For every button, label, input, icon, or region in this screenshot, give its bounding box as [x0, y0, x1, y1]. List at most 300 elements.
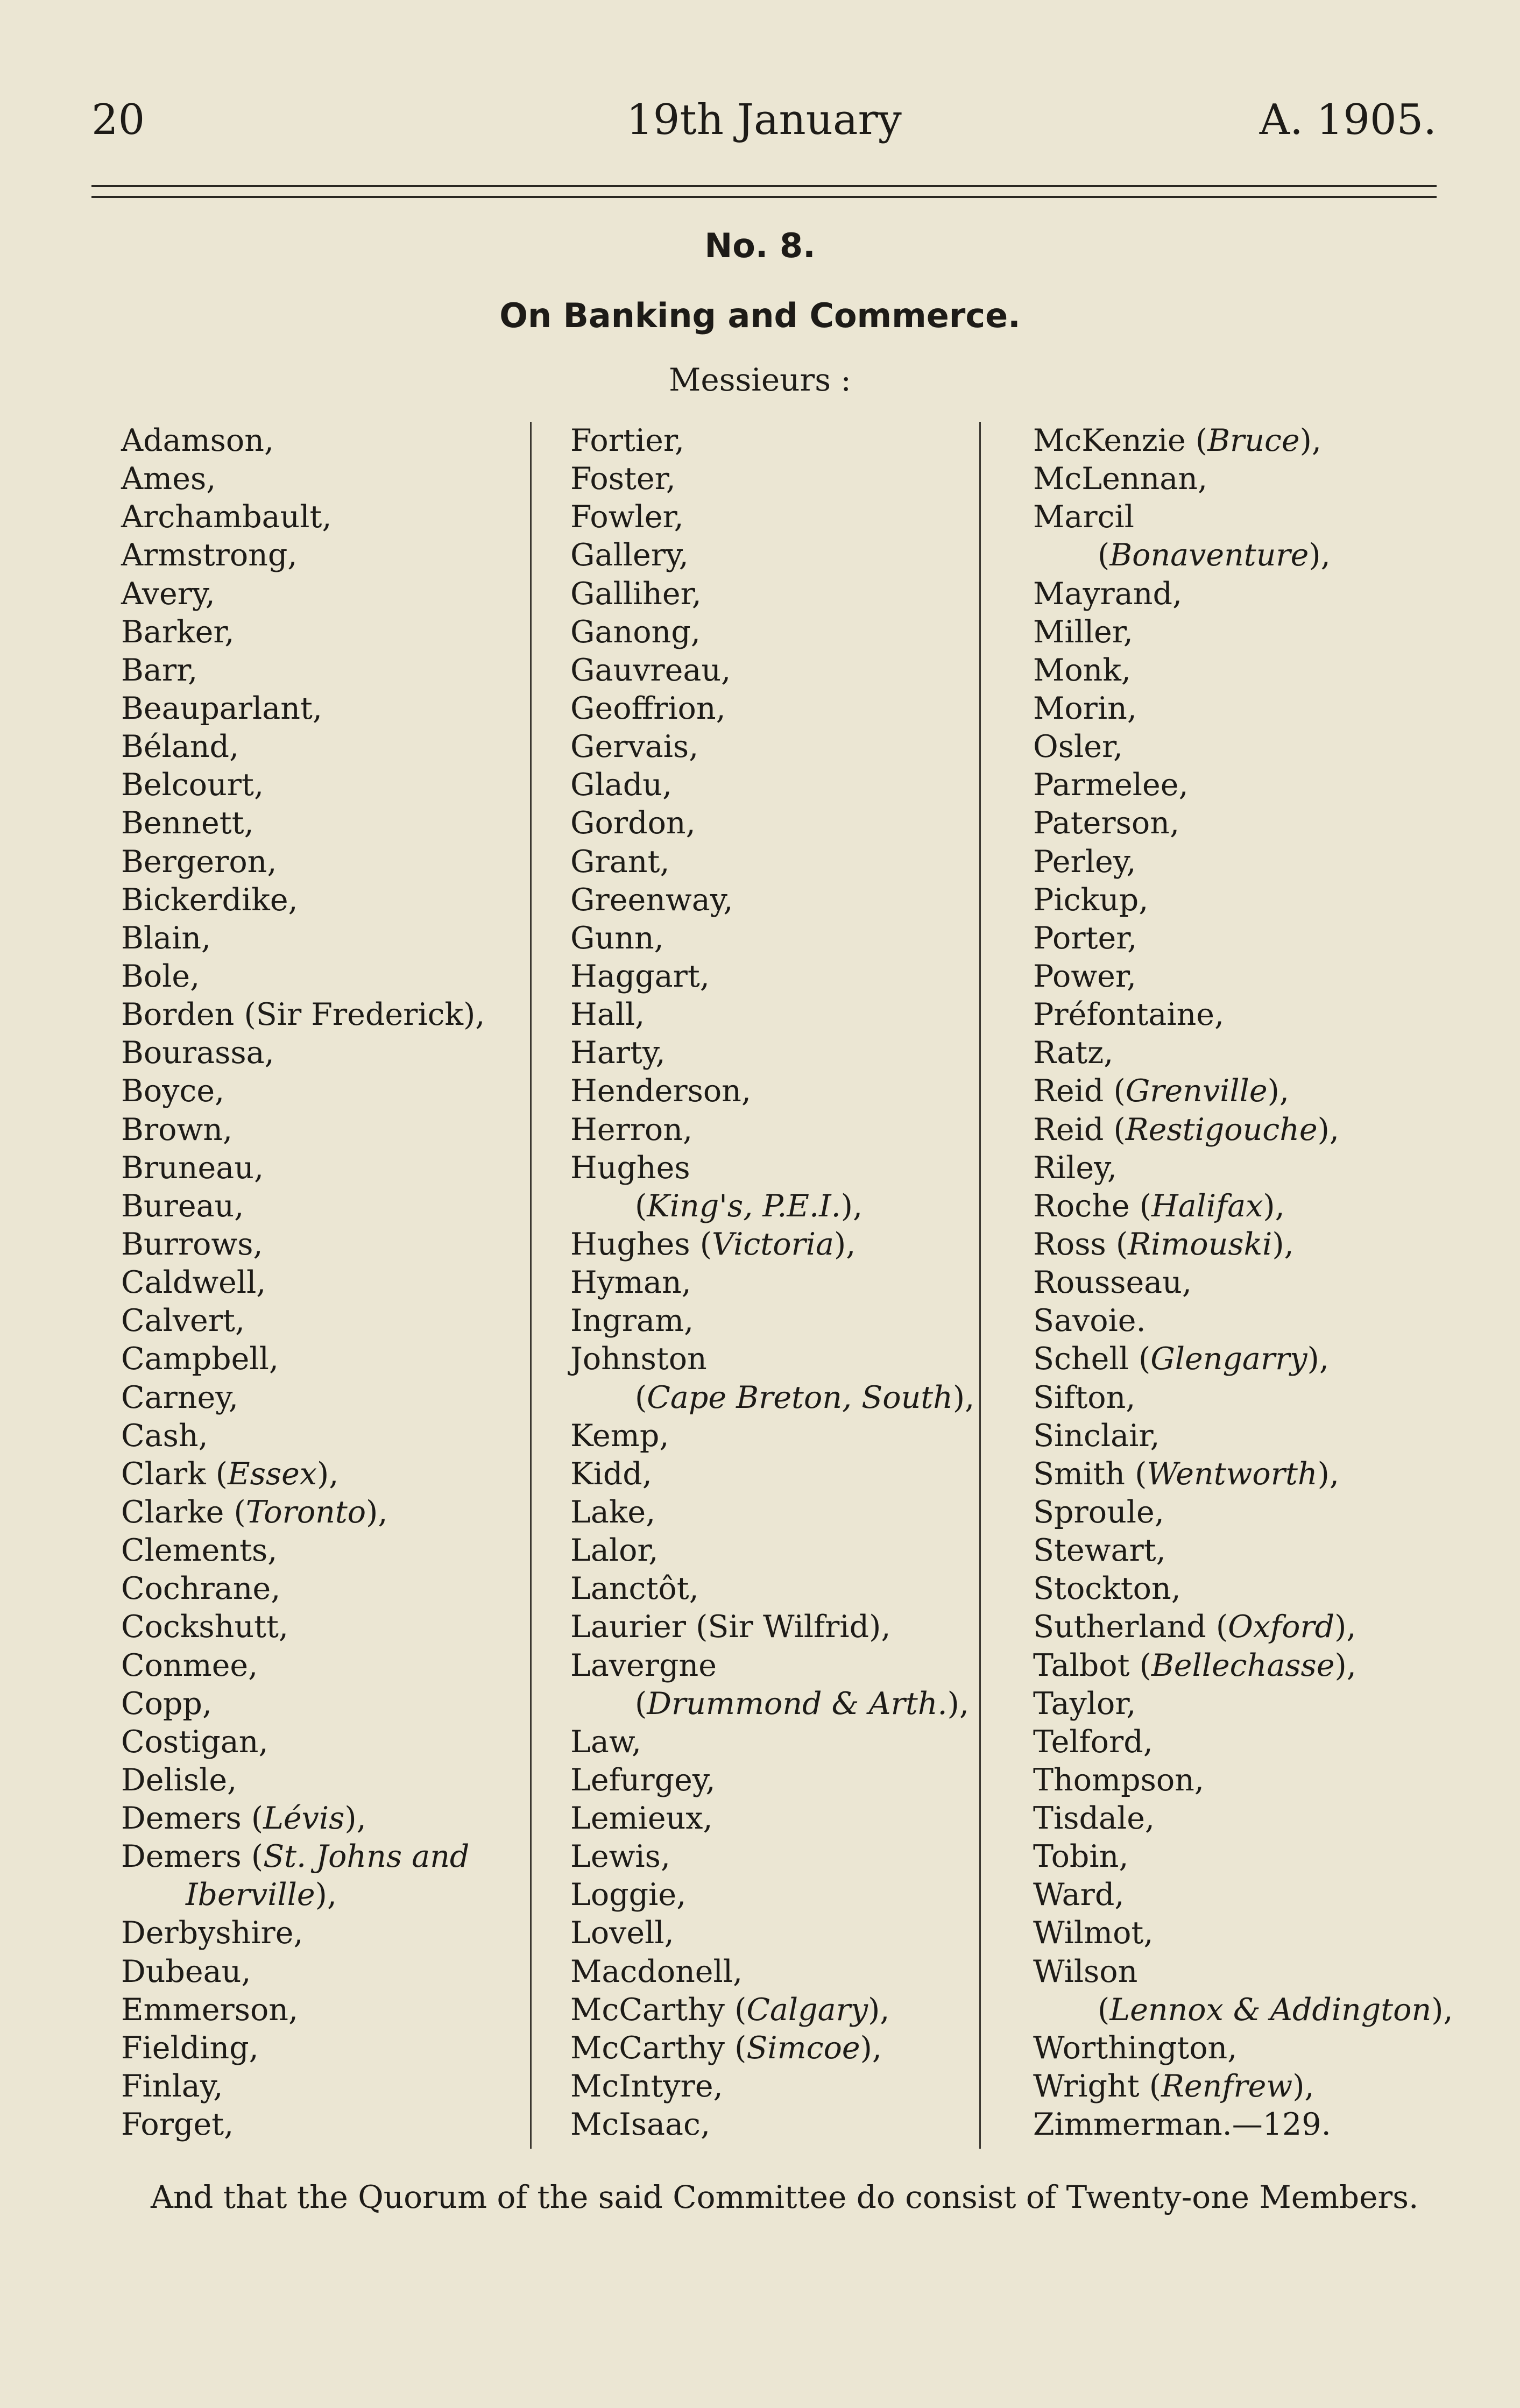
member-name: Parmelee, — [1033, 767, 1189, 803]
member-entry — [121, 1685, 584, 1723]
member-entry — [121, 1914, 584, 1952]
committee-number: No. 8. — [704, 226, 816, 265]
member-entry — [1033, 1570, 1496, 1608]
member-name: Avery, — [121, 576, 215, 612]
member-entry — [570, 958, 1033, 996]
member-district: Toronto — [245, 1494, 366, 1530]
member-name: Galliher, — [570, 576, 702, 612]
member-suffix: ), — [1272, 1226, 1294, 1262]
member-entry — [570, 613, 1033, 651]
member-entry — [1033, 2067, 1496, 2106]
member-name: Lefurgey, — [570, 1762, 716, 1798]
member-name: Barker, — [121, 614, 235, 650]
member-entry — [570, 1072, 1033, 1110]
member-name: Ward, — [1033, 1877, 1125, 1913]
member-name: Kemp, — [570, 1418, 669, 1454]
member-entry — [570, 1187, 1033, 1226]
member-name: Thompson, — [1033, 1762, 1204, 1798]
header-date: 19th January — [626, 96, 902, 144]
member-name: Bourassa, — [121, 1035, 274, 1071]
member-name: Sproule, — [1033, 1494, 1164, 1530]
member-entry — [570, 1340, 1033, 1378]
member-entry — [121, 2029, 584, 2067]
member-entry — [1033, 1379, 1496, 1417]
member-name: Harty, — [570, 1035, 666, 1071]
messieurs-label: Messieurs : — [669, 362, 851, 398]
member-name: Carney, — [121, 1379, 239, 1415]
member-name: Ratz, — [1033, 1035, 1114, 1071]
member-entry — [121, 1034, 584, 1072]
member-entry — [570, 2106, 1033, 2144]
member-entry — [570, 1838, 1033, 1876]
member-suffix: ), — [840, 1188, 863, 1224]
member-name: Pickup, — [1033, 882, 1149, 918]
member-name: Gladu, — [570, 767, 673, 803]
member-name: Power, — [1033, 958, 1136, 994]
member-entry — [121, 1991, 584, 2029]
member-name: Marcil — [1033, 499, 1134, 535]
member-entry — [570, 881, 1033, 919]
member-entry — [1033, 460, 1496, 498]
member-column-1 — [121, 422, 584, 2144]
member-district: Wentworth — [1147, 1456, 1318, 1492]
member-suffix: ), — [1263, 1188, 1285, 1224]
member-name: Demers ( — [121, 1801, 264, 1837]
member-name: Lovell, — [570, 1915, 674, 1951]
member-suffix: ), — [1307, 1341, 1329, 1377]
member-entry — [121, 1379, 584, 1417]
member-name: McLennan, — [1033, 461, 1208, 497]
member-name: Gordon, — [570, 805, 696, 841]
member-entry — [1033, 1647, 1496, 1685]
member-name: Conmee, — [121, 1647, 258, 1683]
member-entry — [121, 766, 584, 804]
member-district: Simcoe — [746, 2030, 860, 2066]
member-name: Porter, — [1033, 920, 1137, 956]
member-entry — [570, 1226, 1033, 1264]
column-divider-2 — [979, 422, 981, 2149]
member-name: Béland, — [121, 729, 239, 765]
member-name: Haggart, — [570, 958, 710, 994]
member-entry — [121, 460, 584, 498]
member-district: Bruce — [1207, 423, 1300, 458]
page-header — [91, 90, 1437, 150]
member-entry — [570, 1034, 1033, 1072]
member-entry — [1033, 1608, 1496, 1646]
member-entry — [1033, 1953, 1496, 1991]
member-name: Ross ( — [1033, 1226, 1128, 1262]
member-entry — [121, 1647, 584, 1685]
member-name: Bergeron, — [121, 844, 277, 880]
member-name: Archambault, — [121, 499, 332, 535]
member-entry — [121, 881, 584, 919]
member-entry — [570, 1570, 1033, 1608]
member-entry — [121, 1187, 584, 1226]
member-name: Sifton, — [1033, 1379, 1136, 1415]
member-entry — [570, 1991, 1033, 2029]
member-entry — [121, 422, 584, 460]
member-district: Renfrew — [1161, 2069, 1293, 2105]
member-name: Armstrong, — [121, 537, 298, 573]
member-name: McIsaac, — [570, 2107, 711, 2143]
member-entry — [1033, 1340, 1496, 1378]
member-entry — [570, 1953, 1033, 1991]
member-entry — [121, 1340, 584, 1378]
member-name: Rousseau, — [1033, 1265, 1192, 1301]
member-name: Talbot ( — [1033, 1647, 1151, 1683]
member-entry — [570, 1493, 1033, 1532]
member-name: Cochrane, — [121, 1571, 281, 1607]
member-name: Bole, — [121, 958, 200, 994]
member-entry — [570, 1379, 1033, 1417]
member-entry — [121, 804, 584, 842]
member-entry — [121, 1072, 584, 1110]
member-name: Lake, — [570, 1494, 656, 1530]
member-name: Clark ( — [121, 1456, 228, 1492]
member-name: Lewis, — [570, 1839, 670, 1875]
member-district: Bonaventure — [1109, 537, 1309, 573]
member-name: Hyman, — [570, 1265, 691, 1301]
member-entry — [1033, 2029, 1496, 2067]
member-name: Ganong, — [570, 614, 701, 650]
member-entry — [1033, 613, 1496, 651]
member-entry — [121, 1111, 584, 1149]
member-name: Lavergne — [570, 1647, 717, 1683]
member-name: Boyce, — [121, 1073, 225, 1109]
member-entry — [1033, 575, 1496, 613]
member-name: Greenway, — [570, 882, 733, 918]
member-district: Glengarry — [1150, 1341, 1307, 1377]
member-entry — [570, 1723, 1033, 1761]
member-district: Cape Breton, South — [647, 1379, 953, 1415]
member-entry — [1033, 1761, 1496, 1800]
member-entry — [1033, 1876, 1496, 1914]
member-entry — [570, 498, 1033, 536]
member-entry — [121, 613, 584, 651]
member-entry — [570, 1914, 1033, 1952]
member-entry — [1033, 2106, 1496, 2144]
member-entry — [121, 1761, 584, 1800]
member-entry — [570, 2067, 1033, 2106]
member-entry — [1033, 651, 1496, 690]
member-name: Finlay, — [121, 2069, 223, 2105]
member-name: Burrows, — [121, 1226, 263, 1262]
member-suffix: ), — [1299, 423, 1322, 458]
member-name: Sinclair, — [1033, 1418, 1160, 1454]
member-entry — [570, 1685, 1033, 1723]
member-entry — [1033, 422, 1496, 460]
member-entry — [1033, 1187, 1496, 1226]
member-district: Grenville — [1125, 1073, 1268, 1109]
member-entry — [570, 804, 1033, 842]
member-name: Ingram, — [570, 1303, 694, 1339]
member-name: Fowler, — [570, 499, 684, 535]
member-entry — [570, 575, 1033, 613]
member-suffix: ), — [952, 1379, 975, 1415]
member-column-3 — [1033, 422, 1496, 2144]
member-name: Campbell, — [121, 1341, 279, 1377]
member-entry — [1033, 1838, 1496, 1876]
member-name: Wright ( — [1033, 2069, 1161, 2105]
member-entry — [570, 1532, 1033, 1570]
member-entry — [121, 1800, 584, 1838]
member-entry — [1033, 766, 1496, 804]
member-entry — [1033, 728, 1496, 766]
member-entry — [570, 996, 1033, 1034]
member-entry — [570, 1761, 1033, 1800]
member-entry — [121, 2106, 584, 2144]
member-suffix: ), — [1267, 1073, 1289, 1109]
member-name: Belcourt, — [121, 767, 264, 803]
member-entry — [1033, 1455, 1496, 1493]
member-district: Restigouche — [1125, 1111, 1318, 1148]
member-name: Osler, — [1033, 729, 1123, 765]
column-divider-1 — [530, 422, 532, 2149]
member-suffix: ), — [366, 1494, 388, 1530]
member-name: Hall, — [570, 997, 645, 1033]
member-entry — [570, 1647, 1033, 1685]
member-entry — [570, 843, 1033, 881]
member-entry — [121, 1302, 584, 1340]
member-name: Schell ( — [1033, 1341, 1151, 1377]
member-entry — [1033, 1111, 1496, 1149]
member-name: Cockshutt, — [121, 1609, 288, 1645]
member-name: Préfontaine, — [1033, 997, 1225, 1033]
member-entry — [1033, 1532, 1496, 1570]
header-rule-bottom — [91, 196, 1437, 198]
member-name: ( — [635, 1188, 647, 1224]
member-name: Ames, — [121, 461, 216, 497]
member-name: ( — [635, 1379, 647, 1415]
member-entry — [570, 651, 1033, 690]
member-name: Stockton, — [1033, 1571, 1181, 1607]
member-name: Foster, — [570, 461, 676, 497]
member-district: Victoria — [711, 1226, 834, 1262]
member-entry — [121, 1149, 584, 1187]
member-name: Bennett, — [121, 805, 254, 841]
member-name: ( — [1098, 537, 1110, 573]
member-entry — [121, 1608, 584, 1646]
member-name: Reid ( — [1033, 1111, 1126, 1148]
member-name: Reid ( — [1033, 1073, 1126, 1109]
member-name: Emmerson, — [121, 1992, 299, 2028]
member-name: Barr, — [121, 652, 198, 688]
member-entry — [121, 2067, 584, 2106]
member-name: Paterson, — [1033, 805, 1180, 841]
member-name: Brown, — [121, 1111, 233, 1148]
member-name: Zimmerman.—129. — [1033, 2107, 1331, 2143]
member-suffix: ), — [1317, 1456, 1339, 1492]
member-entry — [570, 919, 1033, 958]
member-entry — [121, 843, 584, 881]
member-entry — [570, 1608, 1033, 1646]
member-name: Tisdale, — [1033, 1801, 1155, 1837]
member-name: Geoffrion, — [570, 690, 726, 726]
member-suffix: ), — [315, 1877, 337, 1913]
member-entry — [121, 1876, 584, 1914]
member-district: Calgary — [746, 1992, 868, 2028]
member-name: Johnston — [570, 1341, 707, 1377]
member-name: Hughes — [570, 1150, 690, 1186]
member-name: ( — [635, 1685, 647, 1722]
member-entry — [121, 1838, 584, 1876]
member-name: Miller, — [1033, 614, 1133, 650]
member-suffix: ), — [1334, 1609, 1356, 1645]
member-district: St. Johns and — [263, 1839, 470, 1875]
member-entry — [1033, 958, 1496, 996]
member-entry — [570, 1302, 1033, 1340]
member-entry — [570, 460, 1033, 498]
member-entry — [121, 996, 584, 1034]
member-entry — [121, 1226, 584, 1264]
member-entry — [1033, 1991, 1496, 2029]
member-entry — [121, 1953, 584, 1991]
member-suffix: ), — [1431, 1992, 1453, 2028]
member-entry — [570, 728, 1033, 766]
member-entry — [121, 651, 584, 690]
member-district: Lennox & Addington — [1109, 1992, 1432, 2028]
member-name: Gervais, — [570, 729, 699, 765]
member-name: Loggie, — [570, 1877, 687, 1913]
member-district: Halifax — [1151, 1188, 1263, 1224]
member-entry — [1033, 690, 1496, 728]
member-entry — [570, 1876, 1033, 1914]
member-name: Sutherland ( — [1033, 1609, 1228, 1645]
member-entry — [1033, 1685, 1496, 1723]
member-name: Adamson, — [121, 423, 274, 458]
member-entry — [121, 536, 584, 575]
member-suffix: ), — [344, 1801, 366, 1837]
member-entry — [121, 1264, 584, 1302]
member-name: Riley, — [1033, 1150, 1117, 1186]
member-entry — [1033, 498, 1496, 536]
member-name: Dubeau, — [121, 1953, 251, 1989]
member-suffix: ), — [316, 1456, 339, 1492]
member-suffix: ), — [868, 1992, 890, 2028]
member-entry — [1033, 1034, 1496, 1072]
member-name: Lanctôt, — [570, 1571, 699, 1607]
member-entry — [121, 1570, 584, 1608]
member-district: Bellechasse — [1151, 1647, 1335, 1683]
member-name: McCarthy ( — [570, 1992, 747, 2028]
member-name: Wilmot, — [1033, 1915, 1154, 1951]
quorum-statement: And that the Quorum of the said Committee do consist of Twenty-one Members. — [151, 2179, 1419, 2215]
committee-title: On Banking and Commerce. — [499, 296, 1021, 335]
member-entry — [121, 1417, 584, 1455]
member-name: Gallery, — [570, 537, 689, 573]
member-entry — [570, 1111, 1033, 1149]
member-entry — [570, 766, 1033, 804]
page-number: 20 — [91, 96, 145, 144]
member-district: Lévis — [263, 1801, 345, 1837]
member-suffix: ), — [1317, 1111, 1340, 1148]
member-name: Telford, — [1033, 1724, 1153, 1760]
member-entry — [121, 1532, 584, 1570]
member-entry — [1033, 1149, 1496, 1187]
member-district: Iberville — [186, 1877, 315, 1913]
member-entry — [1033, 996, 1496, 1034]
member-name: Fielding, — [121, 2030, 259, 2066]
member-name: Delisle, — [121, 1762, 237, 1798]
member-name: Grant, — [570, 844, 670, 880]
member-suffix: ), — [860, 2030, 882, 2066]
member-entry — [121, 728, 584, 766]
member-entry — [1033, 1264, 1496, 1302]
member-name: Tobin, — [1033, 1839, 1129, 1875]
member-entry — [1033, 804, 1496, 842]
member-name: Fortier, — [570, 423, 684, 458]
member-entry — [570, 2029, 1033, 2067]
member-district: King's, P.E.I. — [647, 1188, 841, 1224]
member-name: Laurier (Sir Wilfrid), — [570, 1609, 891, 1645]
member-entry — [570, 1417, 1033, 1455]
member-name: Smith ( — [1033, 1456, 1147, 1492]
member-district: Rimouski — [1128, 1226, 1272, 1262]
member-name: McCarthy ( — [570, 2030, 747, 2066]
member-entry — [1033, 919, 1496, 958]
member-name: Macdonell, — [570, 1953, 743, 1989]
member-name: Bruneau, — [121, 1150, 264, 1186]
member-name: Kidd, — [570, 1456, 652, 1492]
member-name: Forget, — [121, 2107, 234, 2143]
member-entry — [570, 1149, 1033, 1187]
header-rule-top — [91, 185, 1437, 187]
member-name: Lalor, — [570, 1533, 659, 1569]
member-entry — [1033, 536, 1496, 575]
member-entry — [570, 422, 1033, 460]
member-district: Drummond & Arth. — [647, 1685, 948, 1722]
member-name: Mayrand, — [1033, 576, 1183, 612]
header-year: A. 1905. — [1259, 96, 1437, 144]
member-name: Taylor, — [1033, 1685, 1136, 1722]
member-entry — [1033, 1226, 1496, 1264]
member-name: Calvert, — [121, 1303, 245, 1339]
member-name: Henderson, — [570, 1073, 752, 1109]
member-name: Blain, — [121, 920, 211, 956]
member-name: Bureau, — [121, 1188, 244, 1224]
member-name: Clements, — [121, 1533, 278, 1569]
member-name: Gunn, — [570, 920, 664, 956]
member-name: McIntyre, — [570, 2069, 723, 2105]
member-name: Borden (Sir Frederick), — [121, 997, 485, 1033]
member-name: Stewart, — [1033, 1533, 1166, 1569]
member-entry — [121, 1493, 584, 1532]
member-name: Lemieux, — [570, 1801, 713, 1837]
member-entry — [121, 690, 584, 728]
member-district: Essex — [227, 1456, 317, 1492]
member-name: Demers ( — [121, 1839, 264, 1875]
member-suffix: ), — [1292, 2069, 1314, 2105]
member-name: Worthington, — [1033, 2030, 1238, 2066]
member-entry — [1033, 1914, 1496, 1952]
member-name: Hughes ( — [570, 1226, 712, 1262]
member-entry — [570, 690, 1033, 728]
member-name: Derbyshire, — [121, 1915, 303, 1951]
member-name: Bickerdike, — [121, 882, 298, 918]
member-suffix: ), — [1309, 537, 1331, 573]
member-suffix: ), — [833, 1226, 856, 1262]
member-name: Perley, — [1033, 844, 1136, 880]
member-name: Herron, — [570, 1111, 693, 1148]
member-name: Gauvreau, — [570, 652, 731, 688]
member-name: Law, — [570, 1724, 641, 1760]
member-entry — [1033, 1417, 1496, 1455]
member-suffix: ), — [947, 1685, 970, 1722]
member-name: Roche ( — [1033, 1188, 1151, 1224]
member-entry — [121, 575, 584, 613]
member-entry — [121, 1723, 584, 1761]
member-entry — [121, 498, 584, 536]
